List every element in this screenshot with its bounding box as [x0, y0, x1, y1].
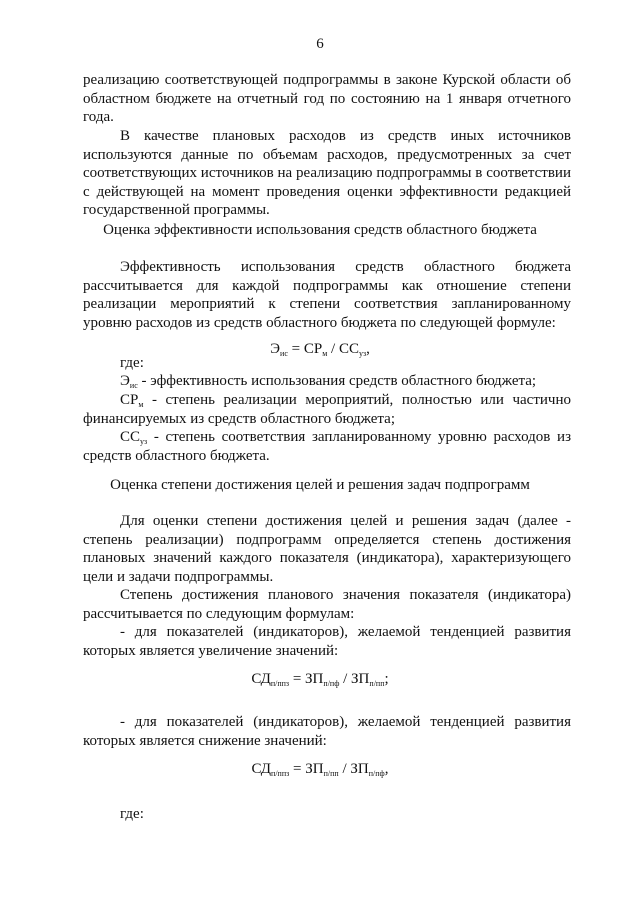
paragraph-implementation-degree: Для оценки степени достижения целей и решения задач (далее - степень реализации) подпрограмм определяется степень достижения плановых значений каждого показателя (индикатора), характеризующего цели и задачи подпрограммы.: [83, 513, 571, 585]
paragraph-continuation: реализацию соответствующей подпрограммы в законе Курской области об областном бюджете на отчетный год по состоянию на 1 января отчетного года.: [83, 72, 571, 125]
where-label: где:: [120, 355, 144, 371]
formula-decrease: $СД_{п/ппз} = ЗП_{п/пп} / ЗП_{п/пф}$,: [251, 761, 389, 778]
paragraph-formulas-intro: Степень достижения планового значения показателя (индикатора) рассчитывается по следующим формулам:: [83, 587, 571, 622]
heading-budget-efficiency: Оценка эффективности использования средств областного бюджета: [103, 222, 537, 238]
definition-implementation-degree: $СР_м$ - степень реализации мероприятий, полностью или частично финансируемых из средств областного бюджета;: [83, 392, 571, 427]
where-label: где:: [120, 806, 144, 822]
definition-expense-compliance: $СС_{уз}$ - степень соответствия запланированному уровню расходов из средств областного бюджета.: [83, 429, 571, 464]
formula-increase: $СД_{п/ппз} = ЗП_{п/пф} / ЗП_{п/пп}$;: [251, 671, 389, 688]
paragraph-increase-indicators: - для показателей (индикаторов), желаемой тенденцией развития которых является увеличение значений:: [83, 624, 571, 659]
heading-goals-achievement: Оценка степени достижения целей и решения задач подпрограмм: [110, 477, 530, 493]
paragraph-decrease-indicators: - для показателей (индикаторов), желаемой тенденцией развития которых является снижение значений:: [83, 714, 571, 749]
definition-efficiency: $Э_{ис}$ - эффективность использования средств областного бюджета;: [120, 373, 537, 390]
paragraph-efficiency-calculation: Эффективность использования средств областного бюджета рассчитывается для каждой подпрограммы как отношение степени реализации мероприятий к степени соответствия запланированному уровню расходов из средств областного бюджета по следующей формуле:: [83, 259, 571, 331]
formula-efficiency: $Э_{ис} = СР_м / СС_{уз}$,: [270, 341, 370, 358]
paragraph-planned-expenses: В качестве плановых расходов из средств иных источников используются данные по объемам расходов, предусмотренных за счет соответствующих источников на реализацию подпрограммы в соответствии с действующей на момент проведения оценки эффективности редакцией государственной программы.: [83, 128, 571, 218]
page-number: 6: [316, 36, 324, 52]
